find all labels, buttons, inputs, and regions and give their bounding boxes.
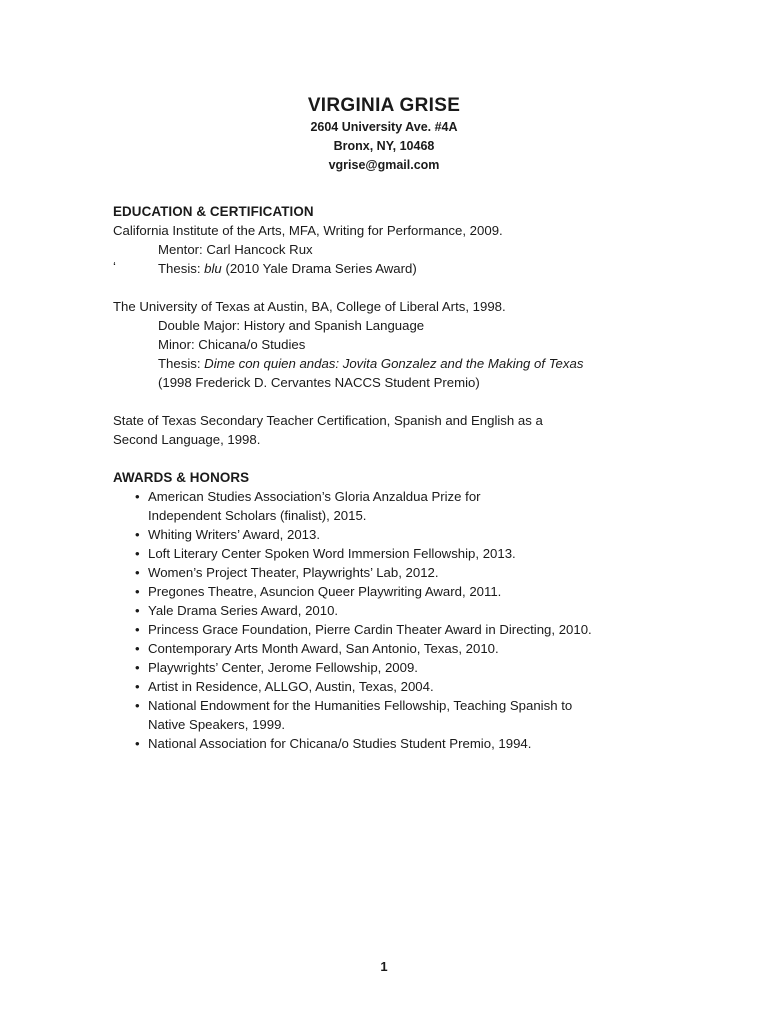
ut-degree: The University of Texas at Austin, BA, College of Liberal Arts, 1998. [113, 299, 506, 314]
ut-major-text: Double Major: History and Spanish Language [158, 318, 425, 333]
address-line-1: 2604 University Ave. #4A [310, 120, 458, 134]
award-text: Playwrights’ Center, Jerome Fellowship, 2009. [148, 660, 418, 675]
award-item [113, 696, 673, 734]
award-item [113, 544, 673, 563]
ut-thesis-award-text: (1998 Frederick D. Cervantes NACCS Student Premio) [158, 375, 480, 390]
award-item [113, 563, 673, 582]
award-text: National Association for Chicana/o Studies Student Premio, 1994. [148, 736, 532, 751]
award-item [113, 677, 673, 696]
ut-minor-text: Minor: Chicana/o Studies [158, 337, 306, 352]
calarts-degree: California Institute of the Arts, MFA, Writing for Performance, 2009. [113, 223, 503, 238]
award-item [113, 582, 673, 601]
bullet-icon: • [135, 641, 140, 656]
bullet-icon: • [135, 660, 140, 675]
calarts-mentor-text: Mentor: Carl Hancock Rux [158, 242, 313, 257]
certification-line-1: State of Texas Secondary Teacher Certification, Spanish and English as a [113, 413, 543, 428]
award-item [113, 734, 673, 753]
award-text: Women’s Project Theater, Playwrights’ Lab, 2012. [148, 565, 439, 580]
calarts-thesis [113, 259, 673, 278]
certification-line-2: Second Language, 1998. [113, 432, 261, 447]
bullet-icon: • [135, 698, 140, 713]
award-item [113, 525, 673, 544]
awards-list [113, 487, 673, 753]
spacer [113, 278, 673, 297]
bullet-icon: • [135, 679, 140, 694]
award-text: American Studies Association’s Gloria Anzaldua Prize for [148, 489, 481, 504]
bullet-icon: • [135, 622, 140, 637]
award-text: Contemporary Arts Month Award, San Antonio, Texas, 2010. [148, 641, 499, 656]
award-text-continued: Native Speakers, 1999. [148, 717, 286, 732]
award-item [113, 639, 673, 658]
ut-minor [113, 335, 673, 354]
spacer [113, 392, 673, 411]
award-text: National Endowment for the Humanities Fellowship, Teaching Spanish to [148, 698, 573, 713]
calarts-thesis-label: Thesis: [158, 261, 205, 276]
bullet-icon: • [135, 584, 140, 599]
calarts-thesis-title: blu [204, 261, 222, 276]
resume-header [0, 94, 768, 175]
calarts-thesis-award: (2010 Yale Drama Series Award) [221, 261, 417, 276]
page-number: 1 [380, 959, 388, 974]
resume-body [113, 202, 673, 753]
ut-thesis-title: Dime con quien andas: Jovita Gonzalez and the Making of Texas [204, 356, 584, 371]
award-item [113, 620, 673, 639]
bullet-icon: • [135, 527, 140, 542]
award-item [113, 601, 673, 620]
award-text: Pregones Theatre, Asuncion Queer Playwriting Award, 2011. [148, 584, 502, 599]
award-text: Artist in Residence, ALLGO, Austin, Texas, 2004. [148, 679, 434, 694]
bullet-icon: • [135, 603, 140, 618]
award-item [113, 658, 673, 677]
ut-thesis [113, 354, 673, 373]
awards-section-title: AWARDS & HONORS [113, 470, 250, 485]
bullet-icon: • [135, 546, 140, 561]
award-text: Princess Grace Foundation, Pierre Cardin Theater Award in Directing, 2010. [148, 622, 592, 637]
email-address: vgrise@gmail.com [328, 158, 440, 172]
ut-major [113, 316, 673, 335]
award-text: Whiting Writers’ Award, 2013. [148, 527, 320, 542]
award-text-continued: Independent Scholars (finalist), 2015. [148, 508, 367, 523]
person-name: VIRGINIA GRISE [307, 95, 461, 116]
bullet-icon: • [135, 565, 140, 580]
calarts-mentor [113, 240, 673, 259]
spacer [113, 449, 673, 468]
address-line-2: Bronx, NY, 10468 [333, 139, 435, 153]
stray-tick-mark: ‘ [113, 259, 116, 274]
education-section-title: EDUCATION & CERTIFICATION [113, 204, 314, 219]
award-text: Loft Literary Center Spoken Word Immersion Fellowship, 2013. [148, 546, 516, 561]
ut-thesis-award [113, 373, 673, 392]
ut-thesis-label: Thesis: [158, 356, 205, 371]
award-text: Yale Drama Series Award, 2010. [148, 603, 339, 618]
award-item [113, 487, 673, 525]
bullet-icon: • [135, 736, 140, 751]
bullet-icon: • [135, 489, 140, 504]
